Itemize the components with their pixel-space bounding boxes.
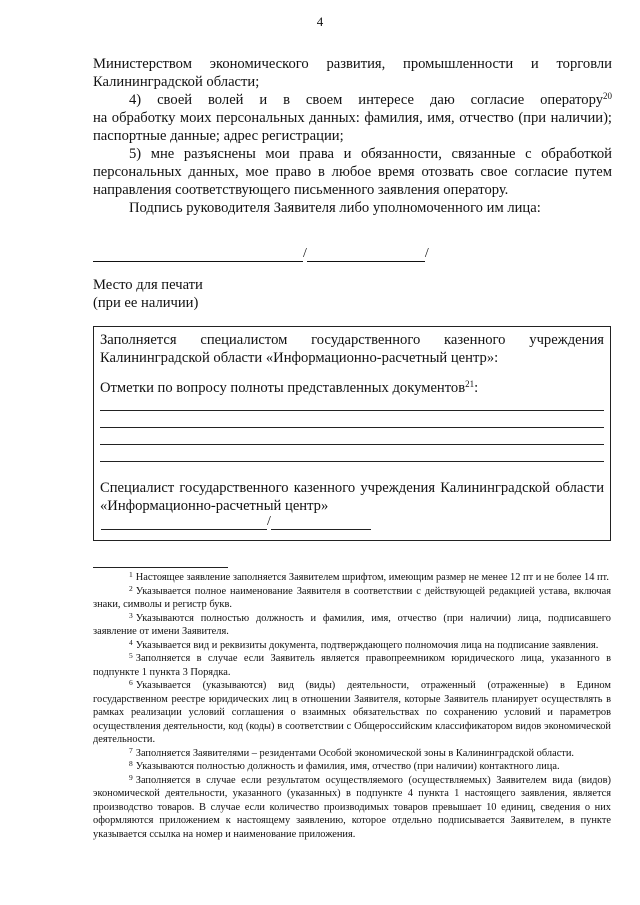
footnote-5 bbox=[93, 652, 611, 679]
official-use-box bbox=[93, 326, 611, 541]
stamp-label: Место для печати bbox=[93, 277, 203, 293]
footnote-text: Указываются полностью должность и фамилия, имя, отчество (при наличии) контактного лица. bbox=[135, 761, 560, 772]
marks-line-2 bbox=[100, 427, 604, 428]
footnote-number: 3 bbox=[129, 610, 133, 620]
footnote-9 bbox=[93, 774, 611, 842]
footnote-6 bbox=[93, 679, 611, 747]
footnotes bbox=[93, 571, 611, 841]
footnote-number: 8 bbox=[129, 759, 133, 768]
footnote-1 bbox=[93, 571, 611, 585]
footnote-number: 1 bbox=[129, 570, 133, 579]
signature-blank bbox=[93, 247, 303, 262]
footnote-text: Указываются полностью должность и фамилия, имя, отчество (при наличии) лица, подписавшего заявление от имени Заявителя. bbox=[93, 612, 611, 637]
signature-separator-end: / bbox=[424, 246, 429, 261]
footnote-ref-20: 20 bbox=[603, 91, 612, 101]
footnote-number: 5 bbox=[129, 651, 133, 660]
footnote-ref-21: 21 bbox=[465, 379, 475, 389]
footnote-text: Заполняется в случае если Заявитель является правопреемником юридического лица, указанного в подпункте 1 пункта 3 Порядка. bbox=[93, 653, 611, 678]
footnote-number: 6 bbox=[129, 678, 133, 687]
footnote-number: 9 bbox=[129, 772, 133, 782]
footnote-2 bbox=[93, 585, 611, 612]
specialist-text bbox=[100, 479, 604, 515]
footnote-text: Заполняется Заявителями – резидентами Особой экономической зоны в Калининградской области. bbox=[135, 747, 575, 759]
paragraph-item-5: 5) мне разъяснены мои права и обязанности, связанные с обработкой персональных данных, мое право в любое время отозвать свое согласие путем направления соответствующего письменного заявления оператору. bbox=[93, 146, 612, 198]
completeness-label: Отметки по вопросу полноты представленных документов bbox=[100, 380, 466, 396]
filled-by-label: Заполняется специалистом государственного казенного учреждения Калининградской области «Информационно-расчетный центр»: bbox=[100, 332, 604, 366]
paragraph-item-4-text: 4) своей волей и в своем интересе даю согласие оператору bbox=[129, 92, 603, 108]
signature-separator: / bbox=[303, 246, 307, 261]
specialist-name-blank bbox=[271, 516, 371, 530]
footnote-3 bbox=[93, 612, 611, 639]
signature-name-blank bbox=[307, 247, 425, 262]
footnote-4 bbox=[93, 639, 611, 653]
specialist-signature-blank bbox=[101, 516, 267, 530]
paragraph-item-4-intro bbox=[93, 91, 612, 109]
completeness-colon: : bbox=[474, 380, 479, 396]
footnote-separator bbox=[93, 567, 228, 568]
footnote-8 bbox=[93, 760, 611, 774]
footnote-text: Указывается полное наименование Заявителя в соответствии с действующей редакцией устава, включая знаки, символы и регистр букв. bbox=[93, 585, 611, 610]
applicant-signature-line bbox=[93, 246, 429, 262]
consent-paragraphs bbox=[93, 55, 612, 217]
paragraph-ministry: Министерством экономического развития, промышленности и торговли Калининградской области; bbox=[93, 56, 612, 90]
footnote-number: 4 bbox=[129, 637, 133, 647]
footnote-7 bbox=[93, 747, 611, 761]
stamp-note: (при ее наличии) bbox=[93, 295, 199, 311]
stamp-place bbox=[93, 276, 203, 312]
footnote-number: 7 bbox=[129, 745, 133, 755]
footnote-text: Указывается (указываются) вид (виды) деятельности, отраженный (отраженные) в Едином государственном реестре юридических лиц в отношении Заявителя, которые Заявитель планирует осуществлять в рамках реализации условий соглашения о взаимных обязательствах по сохранению условий и параметров осуществления деятельности, код (коды) в соответствии с Общероссийским классификатором видов экономической деятельности. bbox=[93, 680, 611, 745]
filled-by-text bbox=[100, 331, 604, 367]
completeness-marks bbox=[100, 379, 604, 397]
footnote-text: Настоящее заявление заполняется Заявителем шрифтом, имеющим размер не менее 12 пт и не более 14 пт. bbox=[135, 572, 609, 583]
specialist-separator: / bbox=[267, 514, 271, 529]
page-number: 4 bbox=[316, 14, 324, 29]
marks-line-1 bbox=[100, 410, 604, 411]
marks-line-4 bbox=[100, 461, 604, 462]
specialist-signature-line bbox=[101, 514, 371, 530]
footnote-text: Указывается вид и реквизиты документа, подтверждающего полномочия лица на подписание заявления. bbox=[135, 639, 599, 651]
specialist-label: Специалист государственного казенного учреждения Калининградской области «Информационно-расчетный центр» bbox=[100, 480, 604, 514]
paragraph-item-4-rest: на обработку моих персональных данных: фамилия, имя, отчество (при наличии); паспортные данные; адрес регистрации; bbox=[93, 110, 612, 144]
marks-line-3 bbox=[100, 444, 604, 445]
footnote-number: 2 bbox=[129, 583, 133, 593]
signature-prompt: Подпись руководителя Заявителя либо уполномоченного им лица: bbox=[129, 200, 541, 216]
footnote-text: Заполняется в случае если результатом осуществляемого (осуществляемых) Заявителем вида (видов) экономической деятельности, указанного (указанных) в подпункте 4 пункта 1 настоящего заявления, является производство товаров. В случае если количество производимых товаров превышает 10 единиц, сведения о них оформляются приложением к настоящему заявлению, которое отдельно подписывается Заявителем, в пункте указывается ссылка на номер и наименование приложения. bbox=[93, 774, 611, 840]
